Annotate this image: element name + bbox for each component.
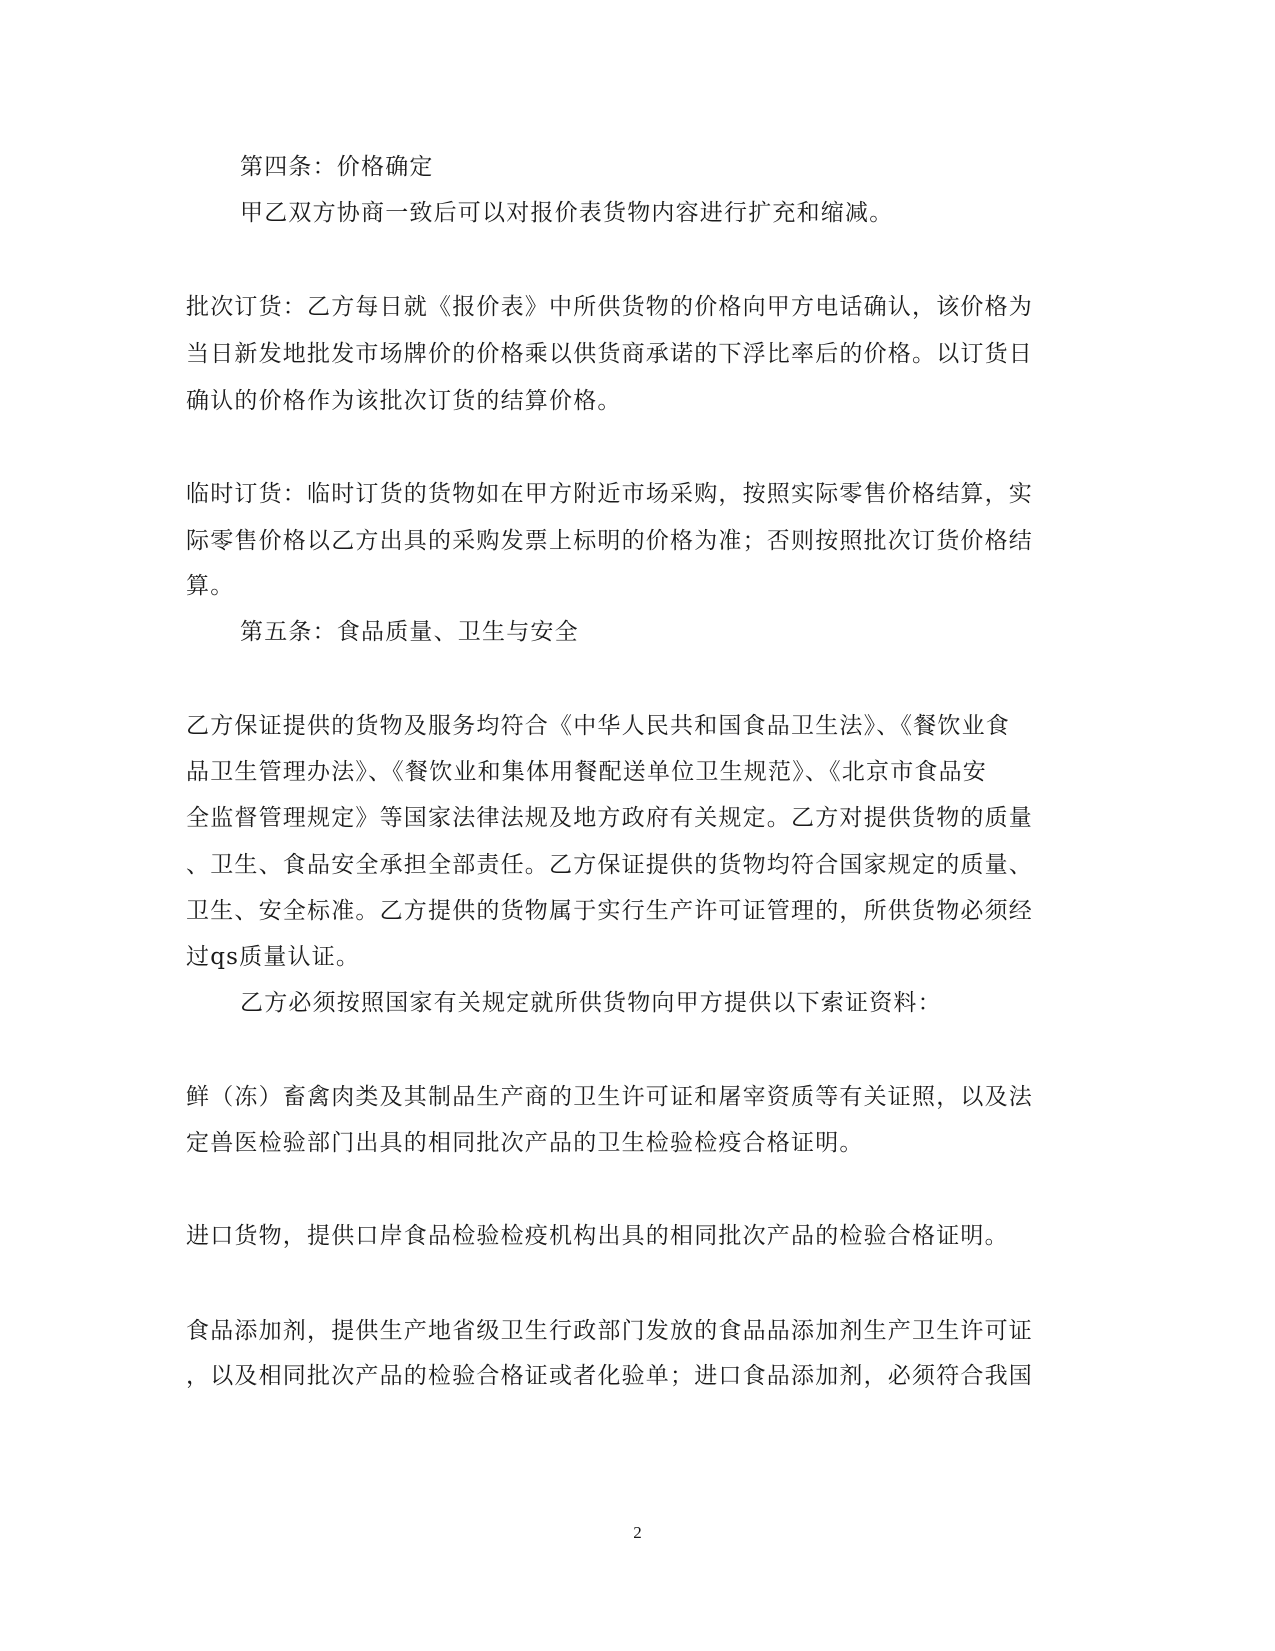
meat-line-2: 定兽医检验部门出具的相同批次产品的卫生检验检疫合格证明。 xyxy=(186,1130,864,1156)
additives-line-2: ，以及相同批次产品的检验合格证或者化验单；进口食品添加剂，必须符合我国 xyxy=(186,1363,1033,1389)
temporary-order-line-3: 算。 xyxy=(186,573,235,599)
guarantee-line-1: 乙方保证提供的货物及服务均符合《中华人民共和国食品卫生法》、《餐饮业食 xyxy=(186,713,1010,739)
guarantee-line-3: 全监督管理规定》等国家法律法规及地方政府有关规定。乙方对提供货物的质量 xyxy=(186,805,1033,831)
batch-order-line-3: 确认的价格作为该批次订货的结算价格。 xyxy=(186,388,622,414)
temporary-order-line-2: 际零售价格以乙方出具的采购发票上标明的价格为准；否则按照批次订货价格结 xyxy=(186,528,1033,554)
guarantee-line-2: 品卫生管理办法》、《餐饮业和集体用餐配送单位卫生规范》、《北京市食品安 xyxy=(186,759,987,785)
article4-heading: 第四条：价格确定 xyxy=(240,154,434,180)
batch-order-line-1: 批次订货：乙方每日就《报价表》中所供货物的价格向甲方电话确认，该价格为 xyxy=(186,294,1033,320)
imports-line: 进口货物，提供口岸食品检验检疫机构出具的相同批次产品的检验合格证明。 xyxy=(186,1223,1009,1249)
guarantee-line-6: 过qs质量认证。 xyxy=(186,944,361,970)
documents-intro: 乙方必须按照国家有关规定就所供货物向甲方提供以下索证资料： xyxy=(240,990,942,1016)
temporary-order-line-1: 临时订货：临时订货的货物如在甲方附近市场采购，按照实际零售价格结算，实 xyxy=(186,481,1033,507)
meat-line-1: 鲜（冻）畜禽肉类及其制品生产商的卫生许可证和屠宰资质等有关证照，以及法 xyxy=(186,1084,1033,1110)
guarantee-line-4: 、卫生、食品安全承担全部责任。乙方保证提供的货物均符合国家规定的质量、 xyxy=(186,852,1033,878)
article5-heading: 第五条：食品质量、卫生与安全 xyxy=(240,619,579,645)
additives-line-1: 食品添加剂，提供生产地省级卫生行政部门发放的食品品添加剂生产卫生许可证 xyxy=(186,1318,1033,1344)
guarantee-line-5: 卫生、安全标准。乙方提供的货物属于实行生产许可证管理的，所供货物必须经 xyxy=(186,898,1033,924)
article4-intro: 甲乙双方协商一致后可以对报价表货物内容进行扩充和缩减。 xyxy=(240,200,894,226)
batch-order-line-2: 当日新发地批发市场牌价的价格乘以供货商承诺的下浮比率后的价格。以订货日 xyxy=(186,341,1033,367)
page-number: 2 xyxy=(633,1523,642,1542)
